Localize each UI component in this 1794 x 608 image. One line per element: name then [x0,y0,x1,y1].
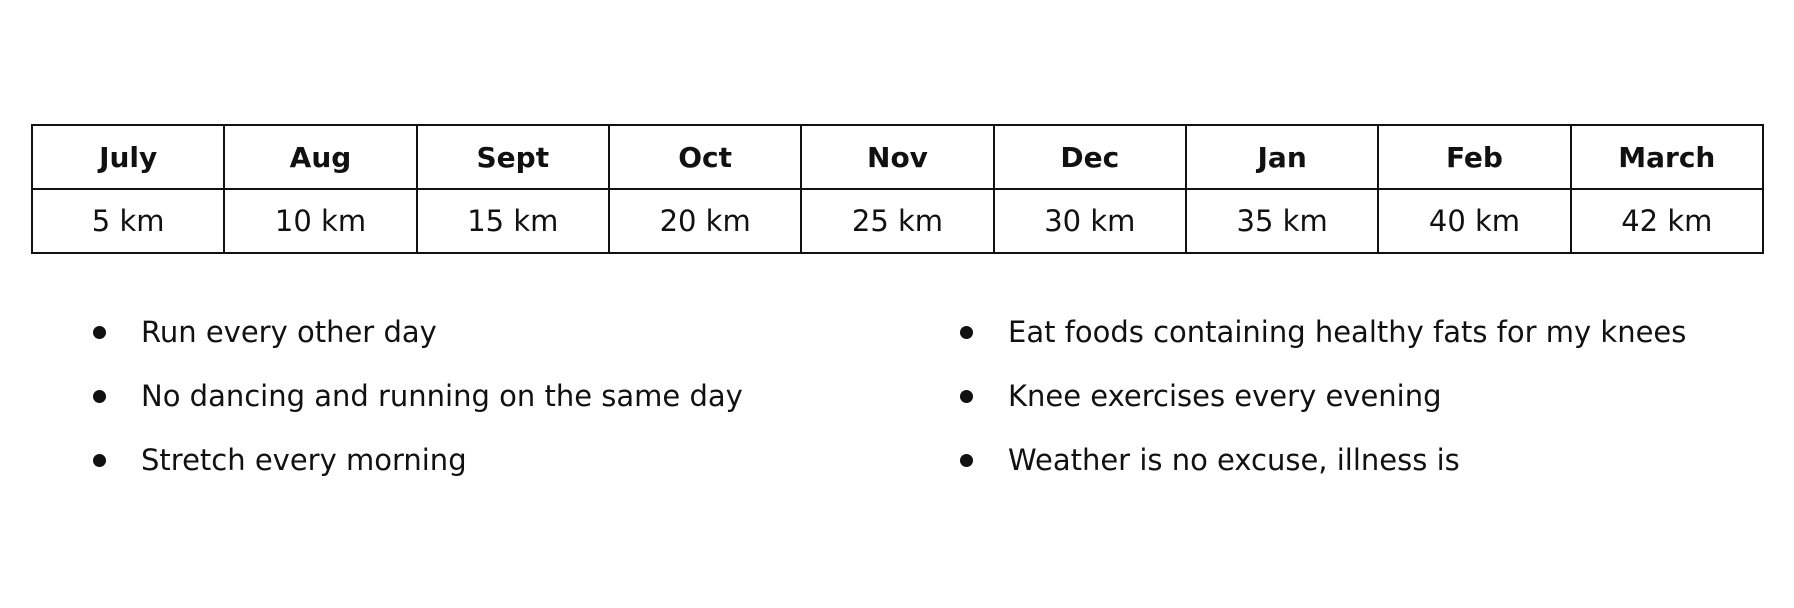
rule-text: Weather is no excuse, illness is [1008,443,1460,477]
bullet-icon [93,454,106,467]
bullet-icon [960,390,973,403]
rule-text: Stretch every morning [141,443,467,477]
distance-cell: 35 km [1186,189,1378,253]
month-header: Dec [994,125,1186,189]
rule-text: Eat foods containing healthy fats for my knees [1008,315,1687,349]
month-header: March [1571,125,1763,189]
month-header: Feb [1378,125,1570,189]
month-header: July [32,125,224,189]
bullet-icon [93,390,106,403]
rule-text: No dancing and running on the same day [141,379,743,413]
rule-text: Run every other day [141,315,437,349]
distance-cell: 25 km [801,189,993,253]
distance-cell: 42 km [1571,189,1763,253]
distance-cell: 30 km [994,189,1186,253]
distance-row [32,189,1763,253]
distance-cell: 15 km [417,189,609,253]
distance-cell: 5 km [32,189,224,253]
month-header: Jan [1186,125,1378,189]
month-header-row [32,125,1763,189]
distance-cell: 40 km [1378,189,1570,253]
month-header: Aug [224,125,416,189]
month-header: Sept [417,125,609,189]
bullet-icon [960,454,973,467]
distance-cell: 10 km [224,189,416,253]
distance-cell: 20 km [609,189,801,253]
rule-text: Knee exercises every evening [1008,379,1442,413]
bullet-icon [960,326,973,339]
training-plan-table [31,124,1764,254]
bullet-icon [93,326,106,339]
month-header: Nov [801,125,993,189]
month-header: Oct [609,125,801,189]
